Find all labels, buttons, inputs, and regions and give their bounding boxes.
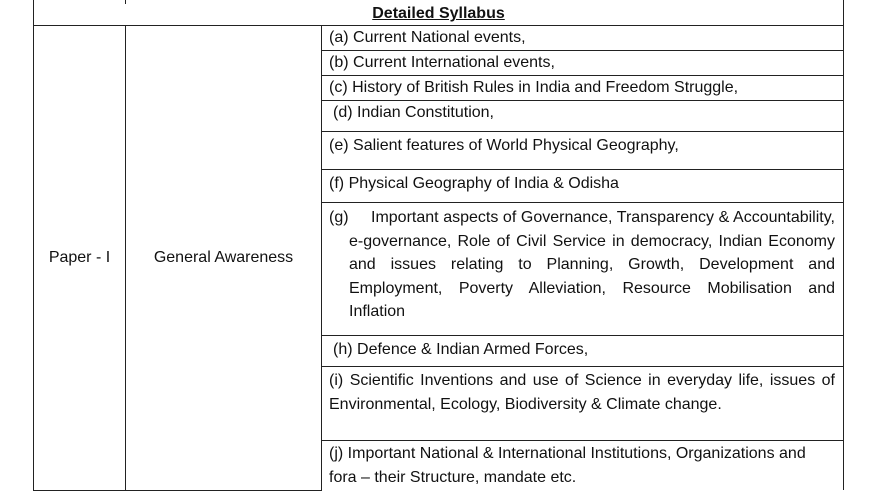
topic-label: (c) (329, 79, 348, 96)
topic-text: Salient features of World Physical Geography, (353, 137, 679, 154)
topic-text: Current National events, (353, 29, 526, 46)
topic-label: (a) (329, 29, 349, 46)
topic-label: (h) (333, 341, 353, 358)
topic-label: (f) (329, 175, 345, 192)
topic-label: (d) (333, 104, 353, 121)
table-row (34, 26, 844, 51)
topic-text: Defence & Indian Armed Forces, (357, 341, 589, 358)
topic-text: Indian Constitution, (357, 104, 494, 121)
topic-text: Scientific Inventions and use of Science in everyday life, issues of Environmental, Ecology, Biodiversity & Climate change. (329, 372, 835, 413)
topic-b (322, 51, 844, 76)
topic-text: Important aspects of Governance, Transparency & Accountability, e-governance, Role of Civil Service in democracy, Indian Economy and issues relating to Planning, Growth, Development and Employment, Poverty Alleviation, Resource Mobilisation and Inflation (349, 209, 835, 320)
topic-d (322, 101, 844, 132)
header-row (34, 0, 844, 26)
syllabus-table (33, 0, 844, 491)
topic-text: History of British Rules in India and Freedom Struggle, (352, 79, 739, 96)
subject-cell: General Awareness (126, 26, 322, 491)
topic-i (322, 367, 844, 441)
topic-label: (e) (329, 137, 349, 154)
topic-text: Important National & International Institutions, Organizations and fora – their Structure, mandate etc. (329, 445, 806, 486)
topic-label: (g) (329, 209, 349, 226)
topic-f (322, 170, 844, 203)
topic-label: (j) (329, 445, 344, 462)
topic-a (322, 26, 844, 51)
topic-g (322, 203, 844, 336)
topic-c (322, 76, 844, 101)
topic-h (322, 336, 844, 367)
topic-label: (i) (329, 372, 344, 389)
topic-text: Current International events, (353, 54, 555, 71)
topic-j (322, 441, 844, 491)
topic-text: Physical Geography of India & Odisha (348, 175, 619, 192)
topic-e (322, 132, 844, 170)
paper-cell: Paper - I (34, 26, 126, 491)
topic-hang-block (329, 206, 835, 324)
topic-label: (b) (329, 54, 349, 71)
syllabus-heading: Detailed Syllabus (34, 0, 844, 26)
